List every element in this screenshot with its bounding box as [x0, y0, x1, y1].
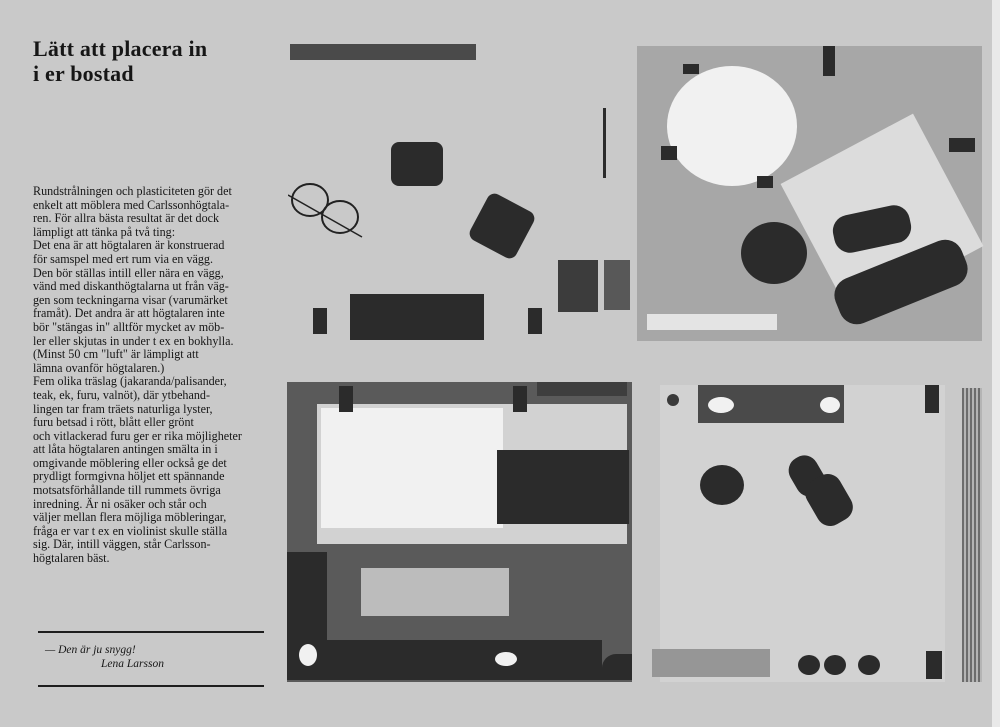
round-stool: [700, 465, 744, 505]
divider-line: [603, 108, 606, 178]
floor-plan-living-room-1: [288, 40, 624, 345]
quote-rule-bottom: [38, 685, 264, 687]
speaker-icon: [925, 385, 939, 413]
low-shelf: [647, 314, 777, 330]
bench: [652, 649, 770, 677]
chair: [683, 64, 699, 74]
article-body: Rundstrålningen och plasticiteten gör det enkelt att möblera med Carlssonhögtala- ren. För allra bästa resultat är det dock lämpligt att tänka på två ting: Det ena är att högtalaren är konstruerad för samspel med ert rum via en vägg. Den bör ställas intill eller nära en vägg, vänd med diskanthögtalarna ut från väg- gen som teckningarna visar (varumärket framåt). Det andra är att högtalaren inte bör "stängas in" alltför mycket av möb- ler eller skjutas in under t ex en bokhylla. (Minst 50 cm "luft" är lämpligt att lämna ovanför högtalaren.) Fem olika träslag (jakaranda/palisander, teak, ek, furu, valnöt), där ytbehand- lingen tar fram träets naturliga lyster, furu betsad i rött, blått eller grönt och vitlackerad furu ger er rika möjligheter att låta högtalaren antingen smälta in i omgivande möblering eller också ge det prydligt formgivna höljet ett spännande motsatsförhållande till rummets övriga inredning. Är ni osäker och står och väljer mellan flera möjliga möbleringar, fråga er var t ex en violinist skulle ställa sig. Där, intill väggen, står Carlsson- högtalaren bäst.: [33, 184, 242, 566]
speaker-right-icon: [528, 308, 542, 334]
speaker-left-icon: [313, 308, 327, 334]
dining-table: [497, 450, 629, 524]
round-dining-table: [667, 66, 797, 186]
chair: [661, 146, 677, 160]
cushion: [708, 397, 734, 413]
page-edge: [992, 0, 1000, 727]
armchair: [391, 142, 443, 186]
title-line-2: i er bostad: [33, 61, 134, 86]
speaker-left-icon: [339, 386, 353, 412]
quote-text: — Den är ju snygg!: [45, 644, 136, 656]
stool: [824, 655, 846, 675]
speaker-side-icon: [949, 138, 975, 152]
floor-plan-lounge: [660, 385, 945, 682]
speaker-right-icon: [513, 386, 527, 412]
wall-shelf: [537, 382, 627, 396]
side-table: [604, 260, 630, 310]
sofa: [350, 294, 484, 340]
armchair: [741, 222, 807, 284]
speaker-top-icon: [823, 46, 835, 76]
rug-light: [321, 408, 503, 528]
sofa-bottom-section: [287, 640, 602, 680]
pull-quote: [45, 643, 260, 671]
chair: [757, 176, 773, 188]
floor-plan-dining-room: [637, 46, 982, 341]
cushion: [299, 644, 317, 666]
title-line-1: Lätt att placera in: [33, 36, 208, 61]
wall-shelf: [290, 44, 476, 60]
cushion: [820, 397, 840, 413]
plant: [667, 394, 679, 406]
armchair: [602, 654, 632, 680]
armchair-angled: [467, 191, 537, 261]
stool: [858, 655, 880, 675]
round-table-sketch-icon: [288, 175, 368, 245]
article-title: [33, 36, 263, 86]
speaker-icon: [926, 651, 942, 679]
wood-grain-sample: [962, 388, 982, 682]
floor-plan-living-room-2: [287, 382, 632, 682]
quote-author: Lena Larsson: [101, 658, 164, 670]
stool: [798, 655, 820, 675]
quote-rule-top: [38, 631, 264, 633]
cushion: [495, 652, 517, 666]
rug: [558, 260, 598, 312]
coffee-table: [361, 568, 509, 616]
